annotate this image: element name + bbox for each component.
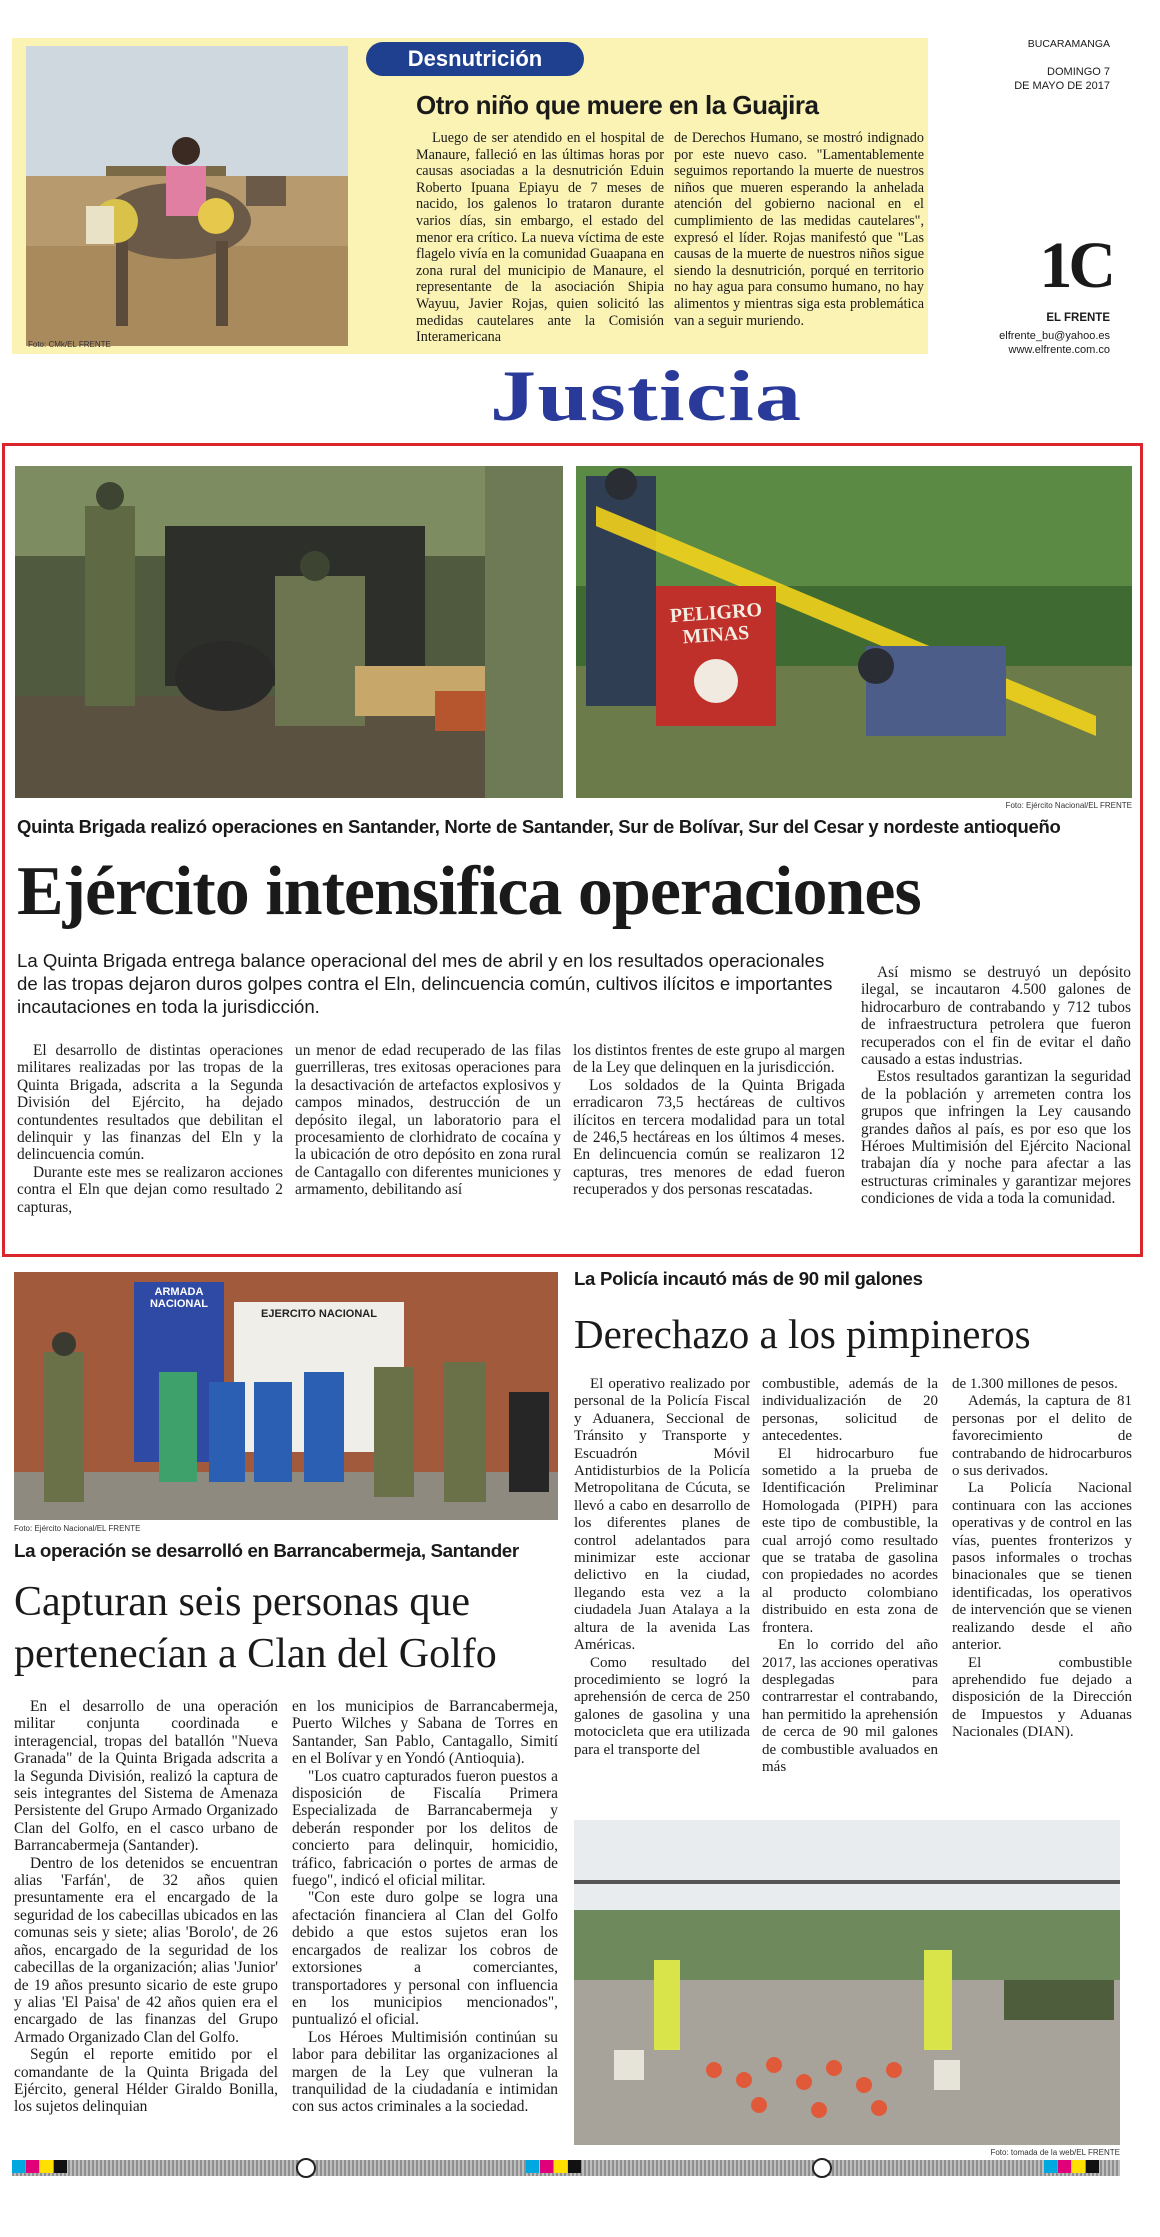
ejercito-banner-text: EJERCITO NACIONAL <box>261 1308 377 1320</box>
guajira-photo <box>26 46 348 346</box>
desnutricion-headline: Otro niño que muere en la Guajira <box>416 90 819 120</box>
ejercito-col3: los distintos frentes de este grupo al margen de la Ley que delinquen en la jurisdicción. Los soldados de la Quinta Brigada erradicaron 73,5 hectáreas de cultivos ilícitos en tercera modalidad para un total de 246,5 hectáreas en los últimos 4 meses. En delincuencia común se realizaron 12 capturas, tres menores de edad fueron recuperados y dos personas rescatadas. <box>573 1042 845 1199</box>
desnutricion-col2: de Derechos Humano, se mostró indignado por este nuevo caso. "Lamentablemente seguimos reportando la muerte de nuestros niños que mueren esperando la anhelada atención del gobierno nacional en el cumplimiento de las medidas cautelares", expresó el líder. Rojas manifestó que "Las causas de la muerte de nuestros niños sigue siendo la desnutrición, porqué en territorio no hay agua para consumo humano, no hay alimentos y mientras siga esta problemática van a seguir muriendo. <box>674 130 924 329</box>
cmyk-bar-left <box>12 2160 68 2178</box>
clan-photo-credit: Foto: Ejército Nacional/EL FRENTE <box>14 1524 141 1533</box>
desnutricion-box <box>12 38 928 354</box>
registration-mark-icon <box>296 2158 316 2178</box>
section-title: Justicia <box>490 356 803 436</box>
guajira-photo-credit: Foto: CMk/EL FRENTE <box>28 340 111 349</box>
pimpineros-photo-credit: Foto: tomada de la web/EL FRENTE <box>990 2148 1120 2157</box>
header-city: BUCARAMANGA <box>1027 38 1110 50</box>
ejercito-col1: El desarrollo de distintas operaciones militares realizadas por las tropas de la Quinta Brigada, adscrita a la Segunda División del Ejército, ha dejado contundentes resultados que debilitan el delinquir y las finanzas del Eln y la delincuencia común. Durante este mes se realizaron acciones contra el Eln que dejan como resultado 2 capturas, <box>17 1042 283 1216</box>
clan-kicker: La operación se desarrolló en Barrancabermeja, Santander <box>14 1540 519 1561</box>
ejercito-photo-1 <box>15 466 563 798</box>
ejercito-col4: Así mismo se destruyó un depósito ilegal, se incautaron 4.500 galones de hidrocarburo de contrabando y 712 tubos de infraestructura petrolera que fueron recuperados con el fin de evitar el daño causado a estas industrias. Estos resultados garantizan la seguridad de la población y arremeten contra los grupos que infringen la Ley causando grandes daños al país, es por eso que los Héroes Multimisión del Ejército Nacional trabajan día y noche para afectar a las estructuras criminales y garantizar mejores condiciones de vida a toda la comunidad. <box>861 964 1131 1208</box>
cmyk-bar-right <box>1044 2160 1100 2178</box>
ejercito-article <box>2 443 1143 1257</box>
header-date-line1: DOMINGO 7 <box>1047 66 1110 78</box>
page-number: 1C <box>1039 229 1112 302</box>
ejercito-lead: La Quinta Brigada entrega balance operacional del mes de abril y en los resultados operacionales de las tropas dejaron duros golpes contra el Eln, delincuencia común, cultivos ilícitos e importantes incautaciones en toda la jurisdicción. <box>17 950 833 1017</box>
clan-col2: en los municipios de Barrancabermeja, Puerto Wilches y Sabana de Torres en Santander, San Pablo, Cantagallo, Simití en el Bolívar y en Yondó (Antioquia). "Los cuatro capturados fueron puestos a disposición de Fiscalía Primera Especializada de Barrancabermeja y deberán responder por los delitos de concierto para delinquir, homicidio, tráfico, fabricación o portes de armas de fuego", indicó el oficial militar. "Con este duro golpe se logra una afectación financiera al Clan del Golfo debido a que estos sujetos eran los encargados de realizar los cobros de extorsiones a comerciantes, transportadores y personal con influencia en los municipios mencionados", puntualizó el oficial. Los Héroes Multimisión continúan su labor para debilitar las organizaciones al margen de la Ley que vulneran la tranquilidad de la ciudadanía e intimidan con sus actos criminales a la sociedad. <box>292 1698 558 2116</box>
pimpineros-kicker: La Policía incautó más de 90 mil galones <box>574 1268 923 1289</box>
ejercito-photo-credit: Foto: Ejército Nacional/EL FRENTE <box>1005 801 1132 810</box>
pimpineros-col3: de 1.300 millones de pesos. Además, la captura de 81 personas por el delito de favorecimiento de contrabando de hidrocarburos o sus derivados. La Policía Nacional continuara con las acciones operativas y de control en las vías, puentes fronterizos y pasos informales o trochas binacionales que se tienen identificadas, los operativos de intervención que se vienen realizando desde el año anterior. El combustible aprehendido fue dejado a disposición de la Dirección de Impuestos y Aduanas Nacionales (DIAN). <box>952 1376 1132 1741</box>
mine-sign-line2: MINAS <box>681 621 750 649</box>
clan-photo <box>14 1272 558 1520</box>
clan-headline-line2: pertenecían a Clan del Golfo <box>14 1631 497 1677</box>
brand-email: elfrente_bu@yahoo.es <box>999 330 1110 342</box>
brand-name: EL FRENTE <box>1046 312 1110 324</box>
clan-col1: En el desarrollo de una operación militar conjunta coordinada e interagencial, tropas del batallón "Nueva Granada" de la Quinta Brigada adscrita a la Segunda División, realizó la captura de seis integrantes del Sistema de Amenaza Persistente del Grupo Armado Organizado Clan del Golfo, en el casco urbano de Barrancabermeja (Santander). Dentro de los detenidos se encuentran alias 'Farfán', de 32 años quien presuntamente era el encargado de la seguridad de los cabecillas ubicados en las comunas seis y siete; alias 'Borolo', de 26 años, encargado de la seguridad de los cabecillas de la organización; alias 'Junior' de 19 años presunto sicario de este grupo y alias 'El Paisa' de 42 años quien era el encargado de las finanzas del Grupo Armado Organizado Clan del Golfo. Según el reporte emitido por el comandante de la Quinta Brigada del Ejército, general Hélder Giraldo Bonilla, los sujetos delinquian <box>14 1698 278 2116</box>
clan-headline-line1: Capturan seis personas que <box>14 1579 471 1625</box>
armada-banner-text: ARMADA NACIONAL <box>149 1286 209 1310</box>
registration-mark-icon <box>812 2158 832 2178</box>
brand-web: www.elfrente.com.co <box>1008 344 1110 356</box>
ejercito-col2: un menor de edad recuperado de las filas guerrilleras, tres exitosas operaciones para la desactivación de artefactos explosivos y campos minados, destrucción de un depósito ilegal, un laboratorio para el procesamiento de clorhidrato de cocaína y la ubicación de otro depósito en zona rural de Cantagallo con diferentes municiones y armamento, debilitando así <box>295 1042 561 1199</box>
pimpineros-headline: Derechazo a los pimpineros <box>574 1311 1031 1357</box>
desnutricion-col1: Luego de ser atendido en el hospital de Manaure, falleció en las últimas horas por causas asociadas a la desnutrición Eduin Roberto Ipuana Epiayu de 7 meses de nacido, los galenos lo trataron durante varios días, sin embargo, el estado del menor era crítico. La nueva víctima de este flagelo vivía en la comunidad Guaapana en zona rural del municipio de Manaure, el representante de la asociación Shipia Wayuu, Javier Rojas, quien solicitó las medidas cautelares ante la Comisión Interamericana <box>416 130 664 346</box>
ejercito-headline: Ejército intensifica operaciones <box>17 853 921 930</box>
pimpineros-col2: combustible, además de la individualización de 20 personas, solicitud de antecedentes. El hidrocarburo fue sometido a la prueba de Identificación Preliminar Homologada (PIPH) para este tipo de combustible, la cual arrojó como resultado que se trataba de gasolina con propiedades no acordes al producto colombiano distribuido en esta zona de frontera. En lo corrido del año 2017, las acciones operativas desplegadas para contrarrestar el contrabando, han permitido la aprehensión de cerca de 90 mil galones de combustible avaluados en más <box>762 1376 938 1775</box>
mine-sign-line1: PELIGRO <box>669 598 763 628</box>
pimpineros-photo <box>574 1820 1120 2145</box>
ejercito-photo-2 <box>576 466 1132 798</box>
cmyk-bar-center <box>526 2160 582 2178</box>
ejercito-kicker: Quinta Brigada realizó operaciones en Santander, Norte de Santander, Sur de Bolívar, Sur del Cesar y nordeste antioqueño <box>17 816 1061 837</box>
desnutricion-tag: Desnutrición <box>366 42 584 76</box>
pimpineros-col1: El operativo realizado por personal de la Policía Fiscal y Aduanera, Seccional de Tránsito y Transporte y Escuadrón Móvil Antidisturbios de la Policía Metropolitana de Cúcuta, se llevó a cabo en desarrollo de los diferentes planes de control adelantados para minimizar este accionar delictivo en la ciudad, llegando esta vez a la ciudadela Juan Atalaya a la altura de la avenida Las Américas. Como resultado del procedimiento se logró la aprehensión de cerca de 250 galones de gasolina y una motocicleta que era utilizada para el transporte del <box>574 1376 750 1758</box>
header-date-line2: DE MAYO DE 2017 <box>1014 80 1110 92</box>
